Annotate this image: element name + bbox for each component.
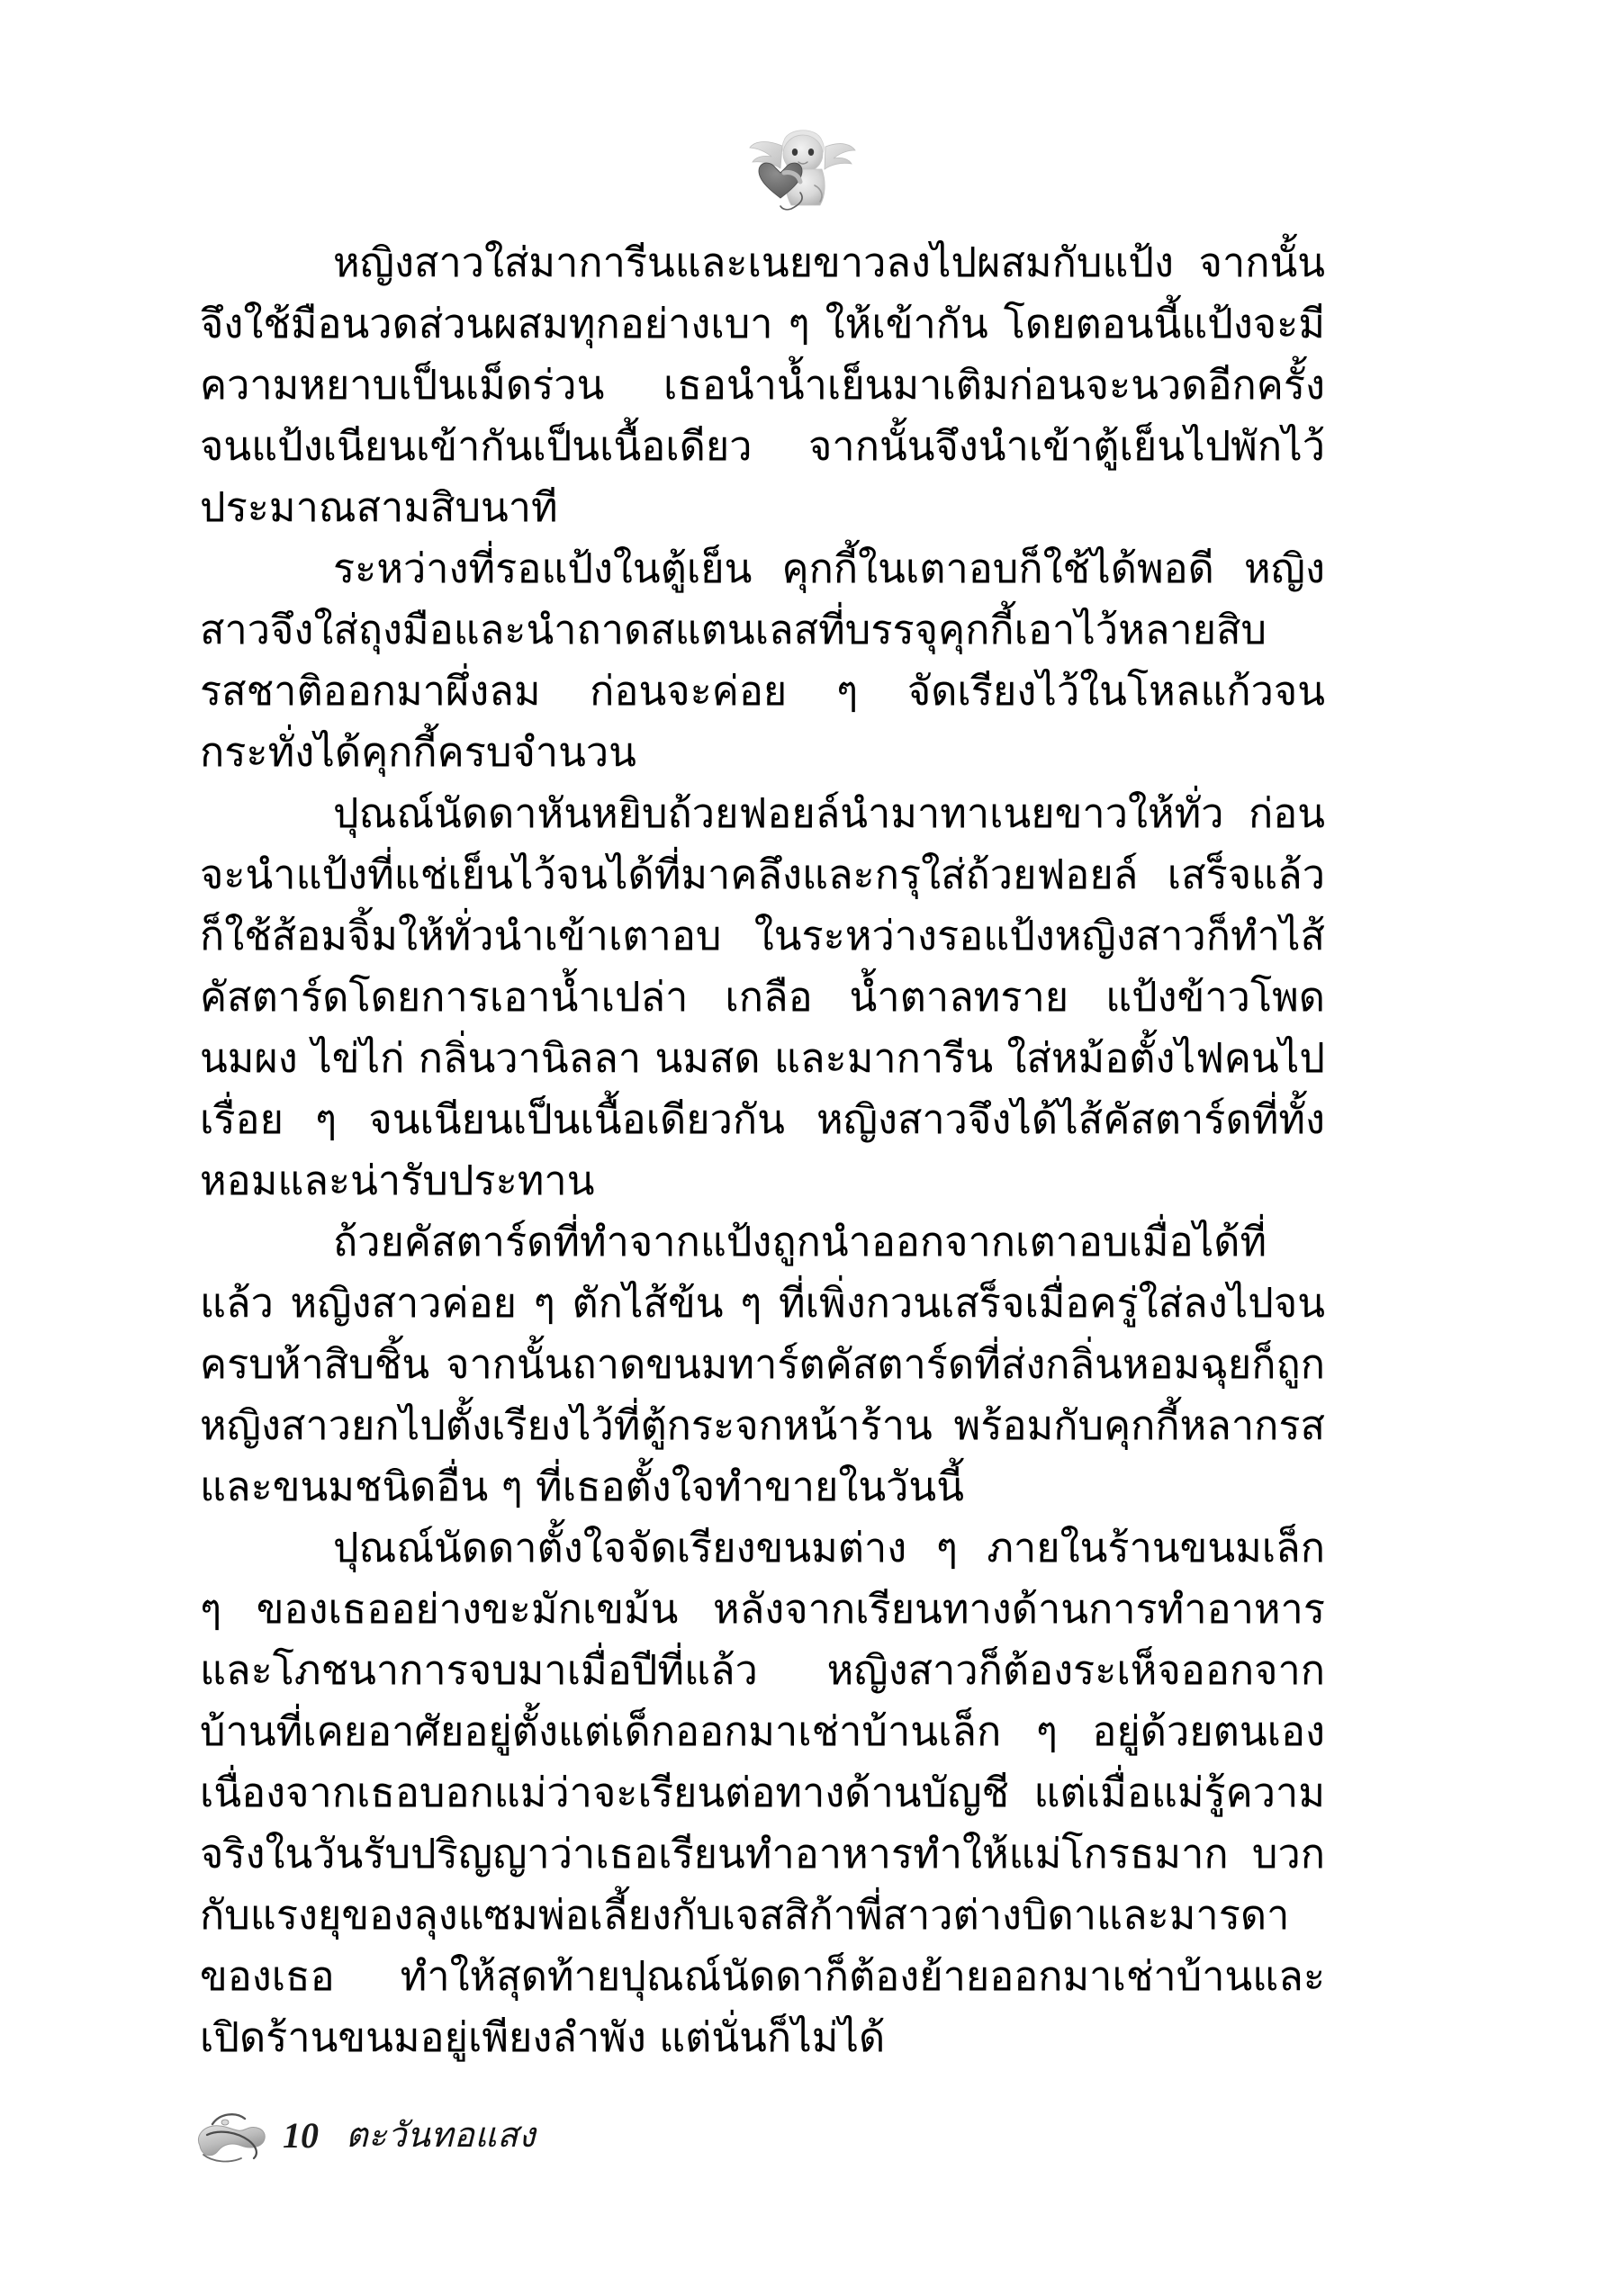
cherub-holding-heart-icon [744, 117, 861, 216]
flourish-ornament-icon [189, 2099, 275, 2176]
page-footer [189, 2094, 536, 2181]
top-ornament [0, 117, 1605, 225]
paragraph-1: หญิงสาวใส่มาการีนและเนยขาวลงไปผสมกับแป้ง จากนั้นจึงใช้มือนวดส่วนผสมทุกอย่างเบา ๆ ให้เข้ากัน โดยตอนนี้แป้งจะมีความหยาบเป็นเม็ดร่วน เธอนำน้ำเย็นมาเติมก่อนจะนวดอีกครั้งจนแป้งเนียนเข้ากันเป็นเนื้อเดียว จากนั้นจึงนำเข้าตู้เย็นไปพักไว้ประมาณสามสิบนาที [200, 239, 1325, 530]
book-title: ตะวันทอแสง [346, 2117, 537, 2155]
paragraph-3: ปุณณ์นัดดาหันหยิบถ้วยฟอยล์นำมาทาเนยขาวให้ทั่ว ก่อนจะนำแป้งที่แช่เย็นไว้จนได้ที่มาคลึงและกรุใส่ถ้วยฟอยล์ เสร็จแล้วก็ใช้ส้อมจิ้มให้ทั่วนำเข้าเตาอบ ในระหว่างรอแป้งหญิงสาวก็ทำไส้คัสตาร์ดโดยการเอาน้ำเปล่า เกลือ น้ำตาลทราย แป้งข้าวโพด นมผง ไข่ไก่ กลิ่นวานิลลา นมสด และมาการีน ใส่หม้อตั้งไฟคนไปเรื่อย ๆ จนเนียนเป็นเนื้อเดียวกัน หญิงสาวจึงได้ไส้คัสตาร์ดที่ทั้งหอมและน่ารับประทาน [200, 790, 1325, 1203]
page-number: 10 [283, 2115, 319, 2156]
paragraph-2: ระหว่างที่รอแป้งในตู้เย็น คุกกี้ในเตาอบก็ใช้ได้พอดี หญิงสาวจึงใส่ถุงมือและนำถาดสแตนเลสที่บรรจุคุกกี้เอาไว้หลายสิบรสชาติออกมาผึ่งลม ก่อนจะค่อย ๆ จัดเรียงไว้ในโหลแก้วจนกระทั่งได้คุกกี้ครบจำนวน [200, 545, 1325, 775]
paragraph-4: ถ้วยคัสตาร์ดที่ทำจากแป้งถูกนำออกจากเตาอบเมื่อได้ที่แล้ว หญิงสาวค่อย ๆ ตักไส้ข้น ๆ ที่เพิ่งกวนเสร็จเมื่อครู่ใส่ลงไปจนครบห้าสิบชิ้น จากนั้นถาดขนมทาร์ตคัสตาร์ดที่ส่งกลิ่นหอมฉุยก็ถูกหญิงสาวยกไปตั้งเรียงไว้ที่ตู้กระจกหน้าร้าน พร้อมกับคุกกี้หลากรสและขนมชนิดอื่น ๆ ที่เธอตั้งใจทำขายในวันนี้ [200, 1219, 1325, 1509]
paragraph-5: ปุณณ์นัดดาตั้งใจจัดเรียงขนมต่าง ๆ ภายในร้านขนมเล็ก ๆ ของเธออย่างขะมักเขม้น หลังจากเรียนทางด้านการทำอาหารและโภชนาการจบมาเมื่อปีที่แล้ว หญิงสาวก็ต้องระเห็จออกจากบ้านที่เคยอาศัยอยู่ตั้งแต่เด็กออกมาเช่าบ้านเล็ก ๆ อยู่ด้วยตนเอง เนื่องจากเธอบอกแม่ว่าจะเรียนต่อทางด้านบัญชี แต่เมื่อแม่รู้ความจริงในวันรับปริญญาว่าเธอเรียนทำอาหารทำให้แม่โกรธมาก บวกกับแรงยุของลุงแซมพ่อเลี้ยงกับเจสสิก้าพี่สาวต่างบิดาและมารดาของเธอ ทำให้สุดท้ายปุณณ์นัดดาก็ต้องย้ายออกมาเช่าบ้านและเปิดร้านขนมอยู่เพียงลำพัง แต่นั่นก็ไม่ได้ [200, 1525, 1325, 2060]
body-text-column [200, 232, 1325, 2068]
